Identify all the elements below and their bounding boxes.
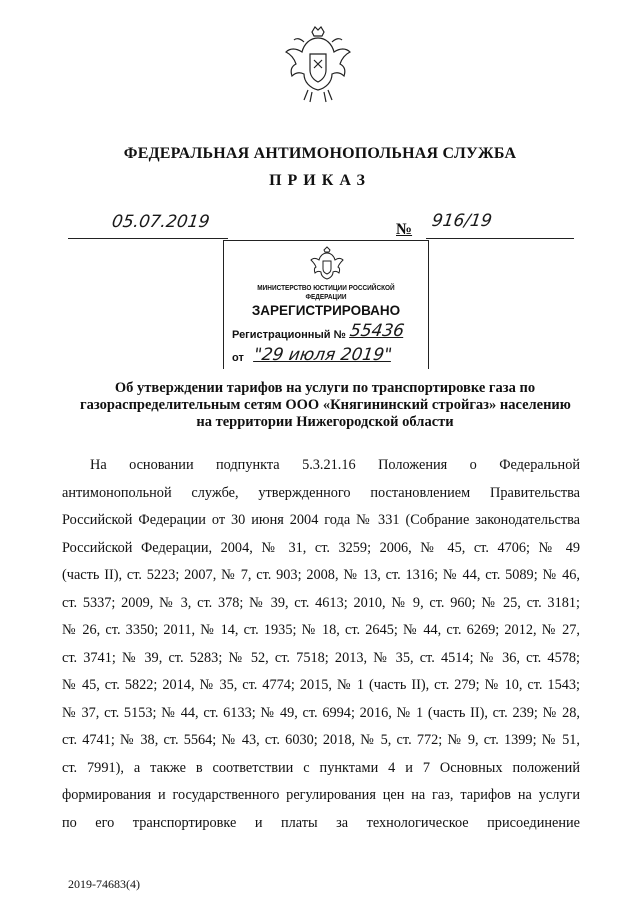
stamp-registered: ЗАРЕГИСТРИРОВАНО bbox=[251, 303, 401, 318]
stamp-emblem-icon bbox=[310, 246, 344, 280]
stamp-date-handwritten: "29 июля 2019" bbox=[252, 345, 394, 365]
agency-name: ФЕДЕРАЛЬНАЯ АНТИМОНОПОЛЬНАЯ СЛУЖБА bbox=[123, 145, 517, 162]
body-line: Российской Федерации от 30 июня 2004 года № 331 (Собрание законодательства bbox=[62, 512, 580, 528]
body-line: ст. 7991), а также в соответствии с пунктами 4 и 7 Основных положений bbox=[62, 759, 580, 776]
body-line: ст. 4741; № 38, ст. 5564; № 43, ст. 6030; 2018, № 5, ст. 772; № 9, ст. 1399; № 51, bbox=[62, 732, 580, 748]
document-body bbox=[62, 452, 580, 837]
body-line: Российской Федерации, 2004, № 31, ст. 3259; 2006, № 45, ст. 4706; № 49 bbox=[62, 539, 580, 556]
stamp-reg-label: Регистрационный № bbox=[232, 329, 346, 341]
title-line: Об утверждении тарифов на услуги по транспортировке газа по bbox=[114, 380, 536, 396]
stamp-reg-number: 55436 bbox=[348, 321, 406, 341]
body-line: № 37, ст. 5153; № 44, ст. 6133; № 49, ст. 6994; 2016, № 1 (часть II), ст. 239; № 28, bbox=[62, 704, 580, 721]
document-code: 2019-74683(4) bbox=[68, 877, 140, 891]
title-line: на территории Нижегородской области bbox=[196, 414, 454, 430]
coat-of-arms-emblem bbox=[282, 24, 354, 106]
registration-stamp bbox=[223, 240, 429, 369]
stamp-ministry: МИНИСТЕРСТВО ЮСТИЦИИ РОССИЙСКОЙ ФЕДЕРАЦИИ bbox=[257, 283, 395, 301]
body-line: по его транспортировке и платы за технологическое присоединение bbox=[62, 814, 580, 831]
order-heading: ПРИКАЗ bbox=[269, 172, 371, 189]
body-line: № 26, ст. 3350; 2011, № 14, ст. 1935; № 18, ст. 2645; № 44, ст. 6269; 2012, № 27, bbox=[62, 622, 580, 638]
number-underline bbox=[426, 238, 574, 239]
body-line: На основании подпункта 5.3.21.16 Положения о Федеральной bbox=[90, 457, 580, 473]
title-line: газораспределительным сетям ООО «Княгининский стройгаз» населению bbox=[80, 397, 571, 413]
order-number-handwritten: 916/19 bbox=[430, 211, 494, 231]
body-line: ст. 5337; 2009, № 3, ст. 378; № 39, ст. 4613; 2010, № 9, ст. 960; № 25, ст. 3181; bbox=[62, 594, 580, 611]
body-line: ст. 3741; № 39, ст. 5283; № 52, ст. 7518; 2013, № 35, ст. 4514; № 36, ст. 4578; bbox=[62, 649, 580, 666]
body-line: (часть II), ст. 5223; 2007, № 7, ст. 903; 2008, № 13, ст. 1316; № 44, ст. 5089; № 46, bbox=[62, 567, 580, 583]
number-sign: № bbox=[396, 221, 413, 238]
stamp-date-prefix: от bbox=[232, 352, 244, 364]
date-underline bbox=[68, 238, 228, 239]
document-title bbox=[80, 380, 570, 431]
body-line: формирования и государственного регулирования цен на газ, тарифов на услуги bbox=[62, 787, 580, 803]
order-date-handwritten: 05.07.2019 bbox=[110, 212, 211, 232]
body-line: № 45, ст. 5822; 2014, № 35, ст. 4774; 2015, № 1 (часть II), ст. 279; № 10, ст. 1543; bbox=[62, 677, 580, 693]
body-line: антимонопольной службе, утвержденного постановлением Правительства bbox=[62, 484, 580, 501]
